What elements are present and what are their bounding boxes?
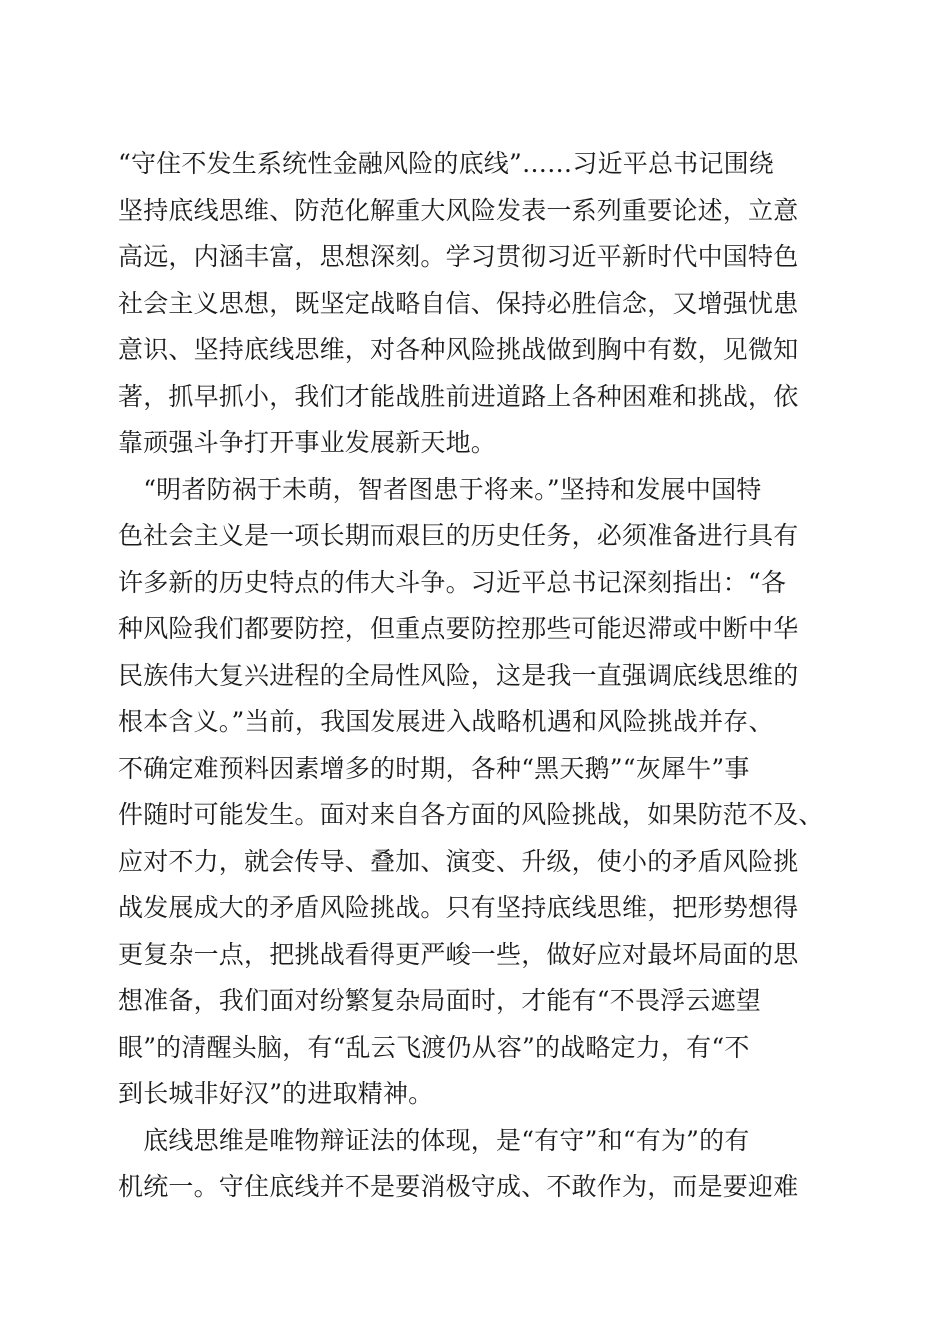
text-line: 根本含义。”当前，我国发展进入战略机遇和风险挑战并存、 bbox=[118, 707, 774, 736]
text-line: 高远，内涵丰富，思想深刻。学习贯彻习近平新时代中国特色 bbox=[118, 242, 799, 271]
text-line: 著，抓早抓小，我们才能战胜前进道路上各种困难和挑战，依 bbox=[118, 381, 799, 411]
text-line: 种风险我们都要防控，但重点要防控那些可能迟滞或中断中华 bbox=[118, 614, 799, 643]
text-line: 社会主义思想，既坚定战略自信、保持必胜信念，又增强忧患 bbox=[118, 288, 799, 318]
text-line: “守住不发生系统性金融风险的底线”……习近平总书记围绕 bbox=[118, 149, 774, 178]
text-line: 机统一。守住底线并不是要消极守成、不敢作为，而是要迎难 bbox=[118, 1172, 799, 1201]
text-line: 意识、坚持底线思维，对各种风险挑战做到胸中有数，见微知 bbox=[118, 335, 799, 364]
text-line: 不确定难预料因素增多的时期，各种“黑天鹅”“灰犀牛”事 bbox=[118, 753, 750, 783]
text-line: 民族伟大复兴进程的全局性风险，这是我一直强调底线思维的 bbox=[118, 660, 799, 690]
text-line: 靠顽强斗争打开事业发展新天地。 bbox=[118, 428, 497, 457]
document-body bbox=[118, 141, 838, 1211]
text-line: 色社会主义是一项长期而艰巨的历史任务，必须准备进行具有 bbox=[118, 521, 799, 550]
text-line: 底线思维是唯物辩证法的体现，是“有守”和“有为”的有 bbox=[118, 1125, 750, 1155]
text-line: 坚持底线思维、防范化解重大风险发表一系列重要论述，立意 bbox=[118, 195, 799, 225]
text-line: 更复杂一点，把挑战看得更严峻一些，做好应对最坏局面的思 bbox=[118, 939, 799, 969]
text-line: 眼”的清醒头脑，有“乱云飞渡仍从容”的战略定力，有“不 bbox=[118, 1032, 750, 1062]
text-line: 到长城非好汉”的进取精神。 bbox=[118, 1079, 434, 1108]
text-line: 想准备，我们面对纷繁复杂局面时，才能有“不畏浮云遮望 bbox=[118, 986, 761, 1015]
text-line: 许多新的历史特点的伟大斗争。习近平总书记深刻指出：“各 bbox=[118, 567, 787, 597]
text-line: 应对不力，就会传导、叠加、演变、升级，使小的矛盾风险挑 bbox=[118, 846, 799, 876]
text-line: “明者防祸于未萌，智者图患于将来。”坚持和发展中国特 bbox=[118, 474, 762, 504]
text-line: 战发展成大的矛盾风险挑战。只有坚持底线思维，把形势想得 bbox=[118, 893, 799, 922]
text-line: 件随时可能发生。面对来自各方面的风险挑战，如果防范不及、 bbox=[118, 800, 824, 829]
